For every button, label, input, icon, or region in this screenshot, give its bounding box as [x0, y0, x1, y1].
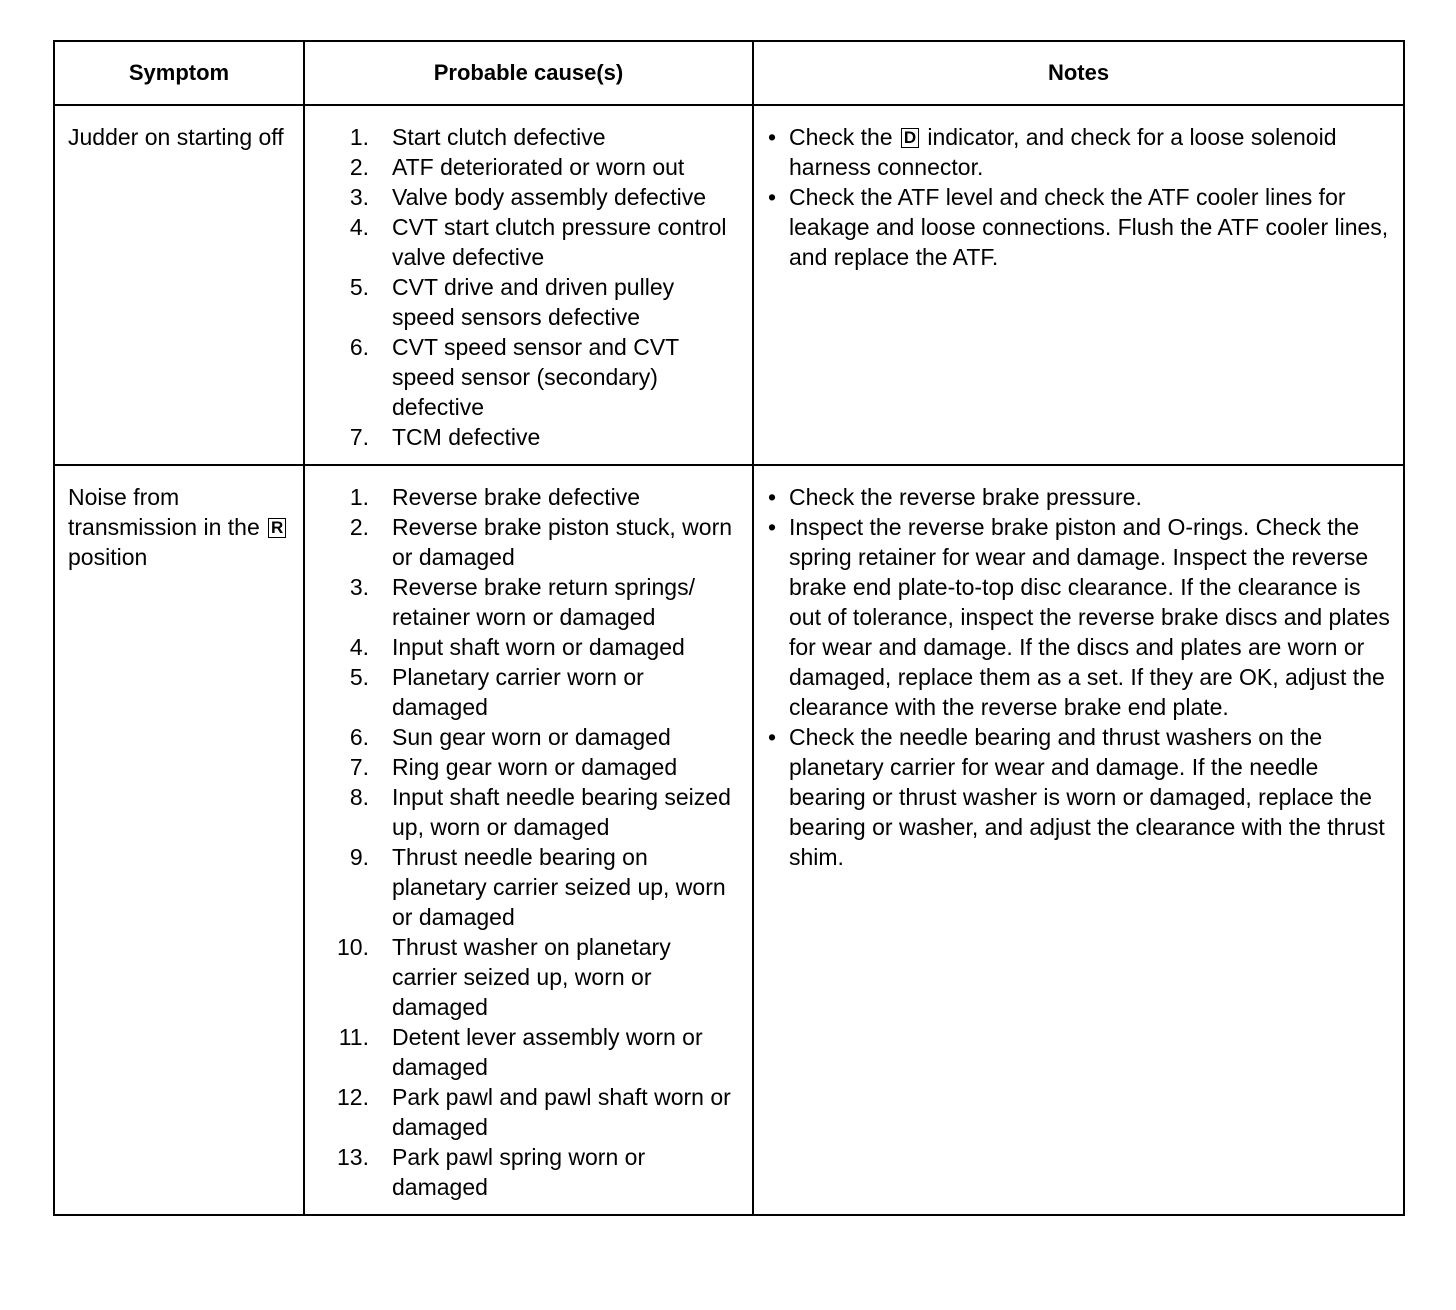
cause-number: 1. — [349, 484, 369, 510]
cause-text: Reverse brake return springs/ retainer worn or damaged — [392, 574, 695, 630]
cause-item — [305, 632, 742, 662]
cause-number: 1. — [349, 124, 369, 150]
note-item — [768, 512, 1391, 722]
cause-item — [305, 122, 742, 152]
cause-number: 12. — [337, 1084, 369, 1110]
cause-text: CVT speed sensor and CVT speed sensor (secondary) defective — [392, 334, 679, 420]
cause-text: TCM defective — [392, 424, 541, 450]
text-segment: Check the needle bearing and thrust washers on the planetary carrier for wear and damage. If the needle bearing or thrust washer is worn or damaged, replace the bearing or washer, and adjust the clearance with the thrust shim. — [789, 724, 1385, 870]
probable-causes-cell — [304, 105, 753, 465]
cause-number: 3. — [349, 574, 369, 600]
cause-item — [305, 152, 742, 182]
cause-item — [305, 512, 742, 572]
cause-item — [305, 332, 742, 422]
troubleshooting-table — [53, 40, 1405, 1216]
cause-number: 3. — [349, 184, 369, 210]
cause-number: 6. — [349, 334, 369, 360]
cause-number: 5. — [349, 274, 369, 300]
cause-item — [305, 752, 742, 782]
cause-number: 6. — [349, 724, 369, 750]
text-segment: Inspect the reverse brake piston and O-rings. Check the spring retainer for wear and damage. Inspect the reverse brake end plate-to-top disc clearance. If the clearance is out of tolerance, inspect the reverse brake discs and plates for wear and damage. If the discs and plates are worn or damaged, replace them as a set. If they are OK, adjust the clearance with the reverse brake end plate. — [789, 514, 1390, 720]
symptom-cell — [54, 465, 304, 1215]
header-row — [54, 41, 1404, 105]
bullet-icon: • — [768, 724, 777, 750]
cause-item — [305, 662, 742, 722]
cause-text: Thrust washer on planetary carrier seized up, worn or damaged — [392, 934, 671, 1020]
cause-text: Valve body assembly defective — [392, 184, 707, 210]
bullet-icon: • — [768, 124, 777, 150]
header-notes: Notes — [753, 41, 1404, 105]
cause-text: ATF deteriorated or worn out — [392, 154, 685, 180]
cause-text: Reverse brake piston stuck, worn or damaged — [392, 514, 733, 570]
text-segment: Check the ATF level and check the ATF cooler lines for leakage and loose connections. Flush the ATF cooler lines, and replace the ATF. — [789, 184, 1389, 270]
cause-text: Start clutch defective — [392, 124, 606, 150]
cause-item — [305, 1082, 742, 1142]
notes-cell — [753, 105, 1404, 465]
text-segment: Judder on starting off — [68, 124, 284, 150]
cause-number: 13. — [337, 1144, 369, 1170]
note-text — [789, 182, 1391, 272]
cause-number: 11. — [338, 1024, 369, 1050]
cause-text: Park pawl and pawl shaft worn or damaged — [392, 1084, 731, 1140]
cause-item — [305, 422, 742, 452]
note-item — [768, 122, 1391, 182]
cause-text: Thrust needle bearing on planetary carrier seized up, worn or damaged — [392, 844, 726, 930]
cause-text: Sun gear worn or damaged — [392, 724, 671, 750]
cause-text: Input shaft needle bearing seized up, worn or damaged — [392, 784, 731, 840]
cause-text: Planetary carrier worn or damaged — [392, 664, 644, 720]
cause-number: 7. — [349, 754, 369, 780]
cause-text: Reverse brake defective — [392, 484, 641, 510]
cause-number: 2. — [349, 154, 369, 180]
cause-text: Input shaft worn or damaged — [392, 634, 685, 660]
cause-text: Park pawl spring worn or damaged — [392, 1144, 646, 1200]
bullet-icon: • — [768, 484, 777, 510]
cause-text: CVT start clutch pressure control valve defective — [392, 214, 727, 270]
cause-item — [305, 842, 742, 932]
note-item — [768, 482, 1391, 512]
table-row — [54, 105, 1404, 465]
note-text — [789, 122, 1391, 182]
cause-number: 10. — [337, 934, 369, 960]
gear-position-r-icon: R — [268, 518, 286, 538]
cause-number: 5. — [349, 664, 369, 690]
cause-number: 2. — [349, 514, 369, 540]
text-segment: position — [68, 544, 148, 570]
cause-item — [305, 1142, 742, 1202]
cause-item — [305, 182, 742, 212]
cause-number: 4. — [349, 634, 369, 660]
header-symptom: Symptom — [54, 41, 304, 105]
cause-item — [305, 272, 742, 332]
cause-number: 4. — [349, 214, 369, 240]
notes-cell — [753, 465, 1404, 1215]
note-item — [768, 722, 1391, 872]
cause-text: CVT drive and driven pulley speed sensors defective — [392, 274, 675, 330]
cause-item — [305, 482, 742, 512]
cause-text: Detent lever assembly worn or damaged — [392, 1024, 703, 1080]
symptom-cell — [54, 105, 304, 465]
bullet-icon: • — [768, 514, 777, 540]
probable-causes-cell — [304, 465, 753, 1215]
cause-item — [305, 782, 742, 842]
cause-number: 9. — [349, 844, 369, 870]
cause-item — [305, 212, 742, 272]
text-segment: Check the — [789, 124, 893, 150]
gear-position-d-icon: D — [901, 128, 919, 148]
note-text — [789, 512, 1391, 722]
cause-number: 7. — [349, 424, 369, 450]
cause-text: Ring gear worn or damaged — [392, 754, 678, 780]
cause-item — [305, 722, 742, 752]
note-text — [789, 482, 1391, 512]
text-segment: Noise from transmission in the — [68, 484, 260, 540]
bullet-icon: • — [768, 184, 777, 210]
cause-item — [305, 572, 742, 632]
cause-number: 8. — [349, 784, 369, 810]
header-probable-causes: Probable cause(s) — [304, 41, 753, 105]
cause-item — [305, 1022, 742, 1082]
note-item — [768, 182, 1391, 272]
table-row — [54, 465, 1404, 1215]
text-segment: indicator, and check for a loose solenoid harness connector. — [789, 124, 1337, 180]
cause-item — [305, 932, 742, 1022]
text-segment: Check the reverse brake pressure. — [789, 484, 1142, 510]
note-text — [789, 722, 1391, 872]
